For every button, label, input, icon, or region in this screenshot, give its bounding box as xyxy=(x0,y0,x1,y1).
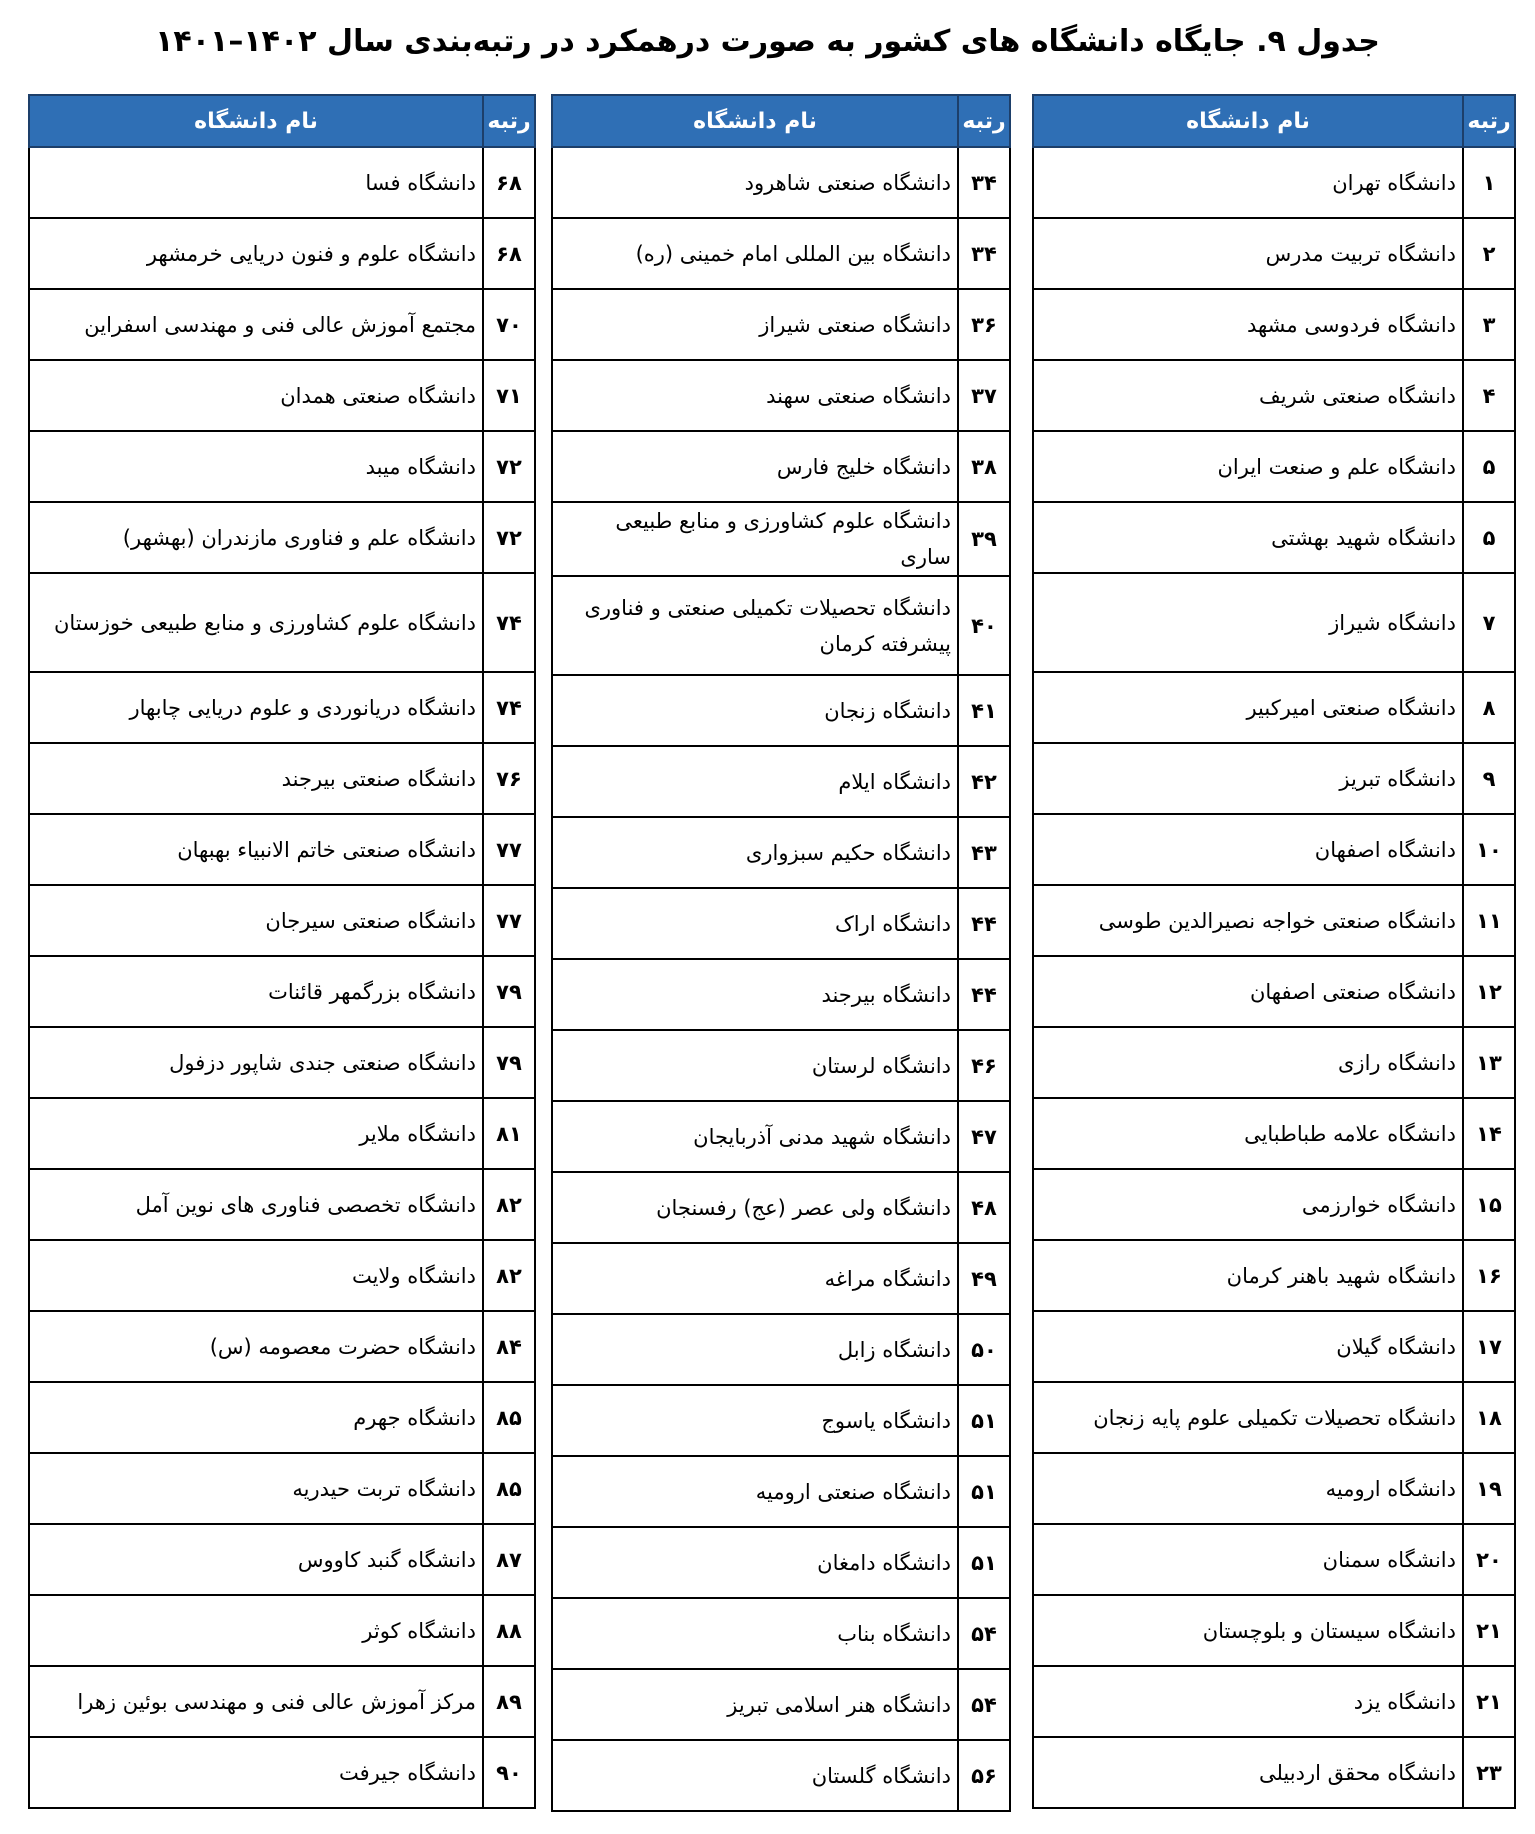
rank-cell: ۱۶ xyxy=(1463,1240,1515,1311)
rank-cell: ۸ xyxy=(1463,672,1515,743)
university-name-cell: دانشگاه صنعتی خواجه نصیرالدین طوسی xyxy=(1033,885,1463,956)
table-row xyxy=(552,1598,1010,1669)
table-row xyxy=(552,360,1010,431)
table-row xyxy=(29,1382,535,1453)
rank-cell: ۱۹ xyxy=(1463,1453,1515,1524)
rank-cell: ۱۴ xyxy=(1463,1098,1515,1169)
university-name-cell: دانشگاه علوم کشاورزی و منابع طبیعی ساری xyxy=(552,502,958,576)
rank-cell: ۵۱ xyxy=(958,1456,1010,1527)
rank-cell: ۴۲ xyxy=(958,746,1010,817)
university-name-cell: دانشگاه فردوسی مشهد xyxy=(1033,289,1463,360)
table-row xyxy=(29,743,535,814)
table-row xyxy=(29,1524,535,1595)
university-name-cell: دانشگاه تحصیلات تکمیلی علوم پایه زنجان xyxy=(1033,1382,1463,1453)
university-name-cell: دانشگاه گلستان xyxy=(552,1740,958,1811)
rank-cell: ۴۷ xyxy=(958,1101,1010,1172)
table-row xyxy=(552,1456,1010,1527)
university-name-cell: دانشگاه صنعتی شاهرود xyxy=(552,147,958,218)
rank-cell: ۲۳ xyxy=(1463,1737,1515,1808)
university-name-cell: دانشگاه تربیت مدرس xyxy=(1033,218,1463,289)
rank-cell: ۸۱ xyxy=(483,1098,535,1169)
rank-cell: ۸۸ xyxy=(483,1595,535,1666)
table-row xyxy=(552,1740,1010,1811)
university-name-cell: دانشگاه صنعتی شریف xyxy=(1033,360,1463,431)
name-header: نام دانشگاه xyxy=(29,95,483,147)
university-name-cell: دانشگاه صنعتی اصفهان xyxy=(1033,956,1463,1027)
table-row xyxy=(552,1243,1010,1314)
table-row xyxy=(1033,218,1515,289)
rank-cell: ۷۹ xyxy=(483,1027,535,1098)
table-row xyxy=(1033,1382,1515,1453)
university-name-cell: دانشگاه اراک xyxy=(552,888,958,959)
rank-cell: ۲۱ xyxy=(1463,1595,1515,1666)
university-name-cell: دانشگاه تهران xyxy=(1033,147,1463,218)
table-row xyxy=(552,1385,1010,1456)
rank-cell: ۳۴ xyxy=(958,218,1010,289)
university-name-cell: دانشگاه بین المللی امام خمینی (ره) xyxy=(552,218,958,289)
rank-cell: ۵۱ xyxy=(958,1385,1010,1456)
page-title: جدول ۹. جایگاه دانشگاه های کشور به صورت درهمکرد در رتبه‌بندی سال ۱۴۰۲–۱۴۰۱ xyxy=(155,24,1380,59)
table-row xyxy=(29,573,535,672)
university-name-cell: دانشگاه صنعتی شیراز xyxy=(552,289,958,360)
table-row xyxy=(29,218,535,289)
rank-cell: ۱ xyxy=(1463,147,1515,218)
rank-cell: ۳۴ xyxy=(958,147,1010,218)
university-name-cell: دانشگاه صنعتی سهند xyxy=(552,360,958,431)
rank-cell: ۷۷ xyxy=(483,814,535,885)
university-name-cell: دانشگاه سمنان xyxy=(1033,1524,1463,1595)
table-row xyxy=(1033,885,1515,956)
rank-cell: ۴۱ xyxy=(958,675,1010,746)
university-name-cell: دانشگاه شهید بهشتی xyxy=(1033,502,1463,573)
university-name-cell: دانشگاه زنجان xyxy=(552,675,958,746)
rank-cell: ۷۹ xyxy=(483,956,535,1027)
university-name-cell: دانشگاه اصفهان xyxy=(1033,814,1463,885)
table-row xyxy=(1033,573,1515,672)
university-name-cell: دانشگاه یاسوج xyxy=(552,1385,958,1456)
university-name-cell: دانشگاه گیلان xyxy=(1033,1311,1463,1382)
rank-cell: ۴۰ xyxy=(958,576,1010,675)
table-row xyxy=(552,1172,1010,1243)
university-name-cell: دانشگاه دریانوردی و علوم دریایی چابهار xyxy=(29,672,483,743)
rank-cell: ۱۷ xyxy=(1463,1311,1515,1382)
university-name-cell: دانشگاه جهرم xyxy=(29,1382,483,1453)
table-row xyxy=(29,147,535,218)
university-name-cell: دانشگاه صنعتی خاتم الانبیاء بهبهان xyxy=(29,814,483,885)
rank-cell: ۶۸ xyxy=(483,147,535,218)
rank-cell: ۵ xyxy=(1463,502,1515,573)
name-header: نام دانشگاه xyxy=(1033,95,1463,147)
university-name-cell: دانشگاه علم و صنعت ایران xyxy=(1033,431,1463,502)
table-row xyxy=(1033,743,1515,814)
table-row xyxy=(552,817,1010,888)
table-row xyxy=(1033,360,1515,431)
rank-cell: ۲۱ xyxy=(1463,1666,1515,1737)
university-name-cell: دانشگاه کوثر xyxy=(29,1595,483,1666)
rank-cell: ۷۲ xyxy=(483,431,535,502)
table-row xyxy=(552,147,1010,218)
rank-cell: ۸۲ xyxy=(483,1169,535,1240)
rank-cell: ۱۲ xyxy=(1463,956,1515,1027)
table-row xyxy=(1033,431,1515,502)
table-row xyxy=(1033,1027,1515,1098)
university-name-cell: دانشگاه بناب xyxy=(552,1598,958,1669)
rank-cell: ۴ xyxy=(1463,360,1515,431)
table-row xyxy=(1033,1169,1515,1240)
university-name-cell: دانشگاه گنبد کاووس xyxy=(29,1524,483,1595)
rank-cell: ۵۰ xyxy=(958,1314,1010,1385)
rank-cell: ۵۶ xyxy=(958,1740,1010,1811)
rank-cell: ۶۸ xyxy=(483,218,535,289)
ranking-table-3 xyxy=(28,94,536,1809)
table-row xyxy=(1033,1098,1515,1169)
rank-cell: ۴۹ xyxy=(958,1243,1010,1314)
university-name-cell: دانشگاه هنر اسلامی تبریز xyxy=(552,1669,958,1740)
university-name-cell: دانشگاه صنعتی سیرجان xyxy=(29,885,483,956)
table-row xyxy=(552,431,1010,502)
table-row xyxy=(552,218,1010,289)
table-row xyxy=(1033,672,1515,743)
university-name-cell: دانشگاه صنعتی جندی شاپور دزفول xyxy=(29,1027,483,1098)
rank-cell: ۵۴ xyxy=(958,1598,1010,1669)
table-row xyxy=(29,1027,535,1098)
rank-cell: ۹۰ xyxy=(483,1737,535,1808)
university-name-cell: دانشگاه علامه طباطبایی xyxy=(1033,1098,1463,1169)
table-row xyxy=(29,672,535,743)
ranking-table-1 xyxy=(1032,94,1516,1809)
university-name-cell: دانشگاه صنعتی امیرکبیر xyxy=(1033,672,1463,743)
ranking-table-2 xyxy=(551,94,1011,1812)
table-row xyxy=(552,959,1010,1030)
table-row xyxy=(29,1595,535,1666)
university-name-cell: دانشگاه ولایت xyxy=(29,1240,483,1311)
rank-cell: ۴۴ xyxy=(958,888,1010,959)
table-row xyxy=(29,1240,535,1311)
rank-header: رتبه xyxy=(1463,95,1515,147)
table-row xyxy=(552,1101,1010,1172)
rank-cell: ۸۵ xyxy=(483,1382,535,1453)
rank-cell: ۷ xyxy=(1463,573,1515,672)
table-row xyxy=(29,360,535,431)
university-name-cell: دانشگاه فسا xyxy=(29,147,483,218)
table-row xyxy=(29,1311,535,1382)
rank-cell: ۸۹ xyxy=(483,1666,535,1737)
table-row xyxy=(1033,289,1515,360)
table-row xyxy=(1033,1453,1515,1524)
table-row xyxy=(29,814,535,885)
rank-cell: ۴۶ xyxy=(958,1030,1010,1101)
university-name-cell: دانشگاه مراغه xyxy=(552,1243,958,1314)
rank-cell: ۴۴ xyxy=(958,959,1010,1030)
rank-cell: ۷۰ xyxy=(483,289,535,360)
university-name-cell: دانشگاه میبد xyxy=(29,431,483,502)
university-name-cell: دانشگاه حضرت معصومه (س) xyxy=(29,1311,483,1382)
university-name-cell: دانشگاه بیرجند xyxy=(552,959,958,1030)
rank-cell: ۸۲ xyxy=(483,1240,535,1311)
rank-cell: ۲۰ xyxy=(1463,1524,1515,1595)
university-name-cell: مجتمع آموزش عالی فنی و مهندسی اسفراین xyxy=(29,289,483,360)
university-name-cell: دانشگاه تبریز xyxy=(1033,743,1463,814)
university-name-cell: دانشگاه دامغان xyxy=(552,1527,958,1598)
rank-cell: ۷۷ xyxy=(483,885,535,956)
table-row xyxy=(29,1737,535,1808)
university-name-cell: دانشگاه زابل xyxy=(552,1314,958,1385)
university-name-cell: دانشگاه تخصصی فناوری های نوین آمل xyxy=(29,1169,483,1240)
rank-cell: ۳۹ xyxy=(958,502,1010,576)
table-row xyxy=(552,746,1010,817)
university-name-cell: دانشگاه صنعتی بیرجند xyxy=(29,743,483,814)
table-row xyxy=(552,502,1010,576)
rank-cell: ۲ xyxy=(1463,218,1515,289)
rank-cell: ۳۸ xyxy=(958,431,1010,502)
university-name-cell: دانشگاه لرستان xyxy=(552,1030,958,1101)
rank-cell: ۳۶ xyxy=(958,289,1010,360)
table-row xyxy=(29,1098,535,1169)
table-row xyxy=(29,502,535,573)
rank-cell: ۷۶ xyxy=(483,743,535,814)
university-name-cell: دانشگاه ملایر xyxy=(29,1098,483,1169)
table-row xyxy=(552,1669,1010,1740)
rank-cell: ۷۴ xyxy=(483,672,535,743)
table-row xyxy=(1033,147,1515,218)
table-row xyxy=(552,888,1010,959)
university-name-cell: دانشگاه خلیج فارس xyxy=(552,431,958,502)
table-row xyxy=(1033,814,1515,885)
rank-cell: ۱۱ xyxy=(1463,885,1515,956)
table-row xyxy=(552,1030,1010,1101)
table-row xyxy=(1033,1311,1515,1382)
table-row xyxy=(29,1453,535,1524)
rank-cell: ۴۸ xyxy=(958,1172,1010,1243)
table-row xyxy=(552,1527,1010,1598)
rank-cell: ۹ xyxy=(1463,743,1515,814)
university-name-cell: دانشگاه علوم و فنون دریایی خرمشهر xyxy=(29,218,483,289)
table-row xyxy=(1033,1524,1515,1595)
rank-cell: ۵۴ xyxy=(958,1669,1010,1740)
table-row xyxy=(552,576,1010,675)
university-name-cell: دانشگاه ایلام xyxy=(552,746,958,817)
rank-cell: ۱۵ xyxy=(1463,1169,1515,1240)
table-row xyxy=(29,289,535,360)
table-row xyxy=(1033,502,1515,573)
table-row xyxy=(1033,1595,1515,1666)
rank-cell: ۳ xyxy=(1463,289,1515,360)
university-name-cell: دانشگاه علوم کشاورزی و منابع طبیعی خوزستان xyxy=(29,573,483,672)
rank-cell: ۴۳ xyxy=(958,817,1010,888)
rank-cell: ۵۱ xyxy=(958,1527,1010,1598)
rank-cell: ۵ xyxy=(1463,431,1515,502)
rank-cell: ۸۵ xyxy=(483,1453,535,1524)
rank-cell: ۳۷ xyxy=(958,360,1010,431)
university-name-cell: دانشگاه صنعتی ارومیه xyxy=(552,1456,958,1527)
rank-cell: ۷۴ xyxy=(483,573,535,672)
table-row xyxy=(29,431,535,502)
university-name-cell: دانشگاه محقق اردبیلی xyxy=(1033,1737,1463,1808)
rank-cell: ۱۳ xyxy=(1463,1027,1515,1098)
table-row xyxy=(552,1314,1010,1385)
university-name-cell: دانشگاه ارومیه xyxy=(1033,1453,1463,1524)
rank-cell: ۸۷ xyxy=(483,1524,535,1595)
table-row xyxy=(29,956,535,1027)
university-name-cell: دانشگاه رازی xyxy=(1033,1027,1463,1098)
table-row xyxy=(29,1666,535,1737)
table-row xyxy=(29,1169,535,1240)
table-row xyxy=(1033,1666,1515,1737)
university-name-cell: دانشگاه یزد xyxy=(1033,1666,1463,1737)
table-row xyxy=(552,289,1010,360)
university-name-cell: دانشگاه بزرگمهر قائنات xyxy=(29,956,483,1027)
university-name-cell: دانشگاه سیستان و بلوچستان xyxy=(1033,1595,1463,1666)
university-name-cell: دانشگاه شیراز xyxy=(1033,573,1463,672)
university-name-cell: دانشگاه شهید باهنر کرمان xyxy=(1033,1240,1463,1311)
rank-header: رتبه xyxy=(958,95,1010,147)
university-name-cell: دانشگاه جیرفت xyxy=(29,1737,483,1808)
rank-cell: ۱۰ xyxy=(1463,814,1515,885)
university-name-cell: دانشگاه علم و فناوری مازندران (بهشهر) xyxy=(29,502,483,573)
rank-cell: ۷۲ xyxy=(483,502,535,573)
rank-cell: ۱۸ xyxy=(1463,1382,1515,1453)
rank-header: رتبه xyxy=(483,95,535,147)
table-row xyxy=(1033,956,1515,1027)
university-name-cell: دانشگاه ولی عصر (عج) رفسنجان xyxy=(552,1172,958,1243)
university-name-cell: دانشگاه خوارزمی xyxy=(1033,1169,1463,1240)
university-name-cell: دانشگاه صنعتی همدان xyxy=(29,360,483,431)
university-name-cell: دانشگاه شهید مدنی آذربایجان xyxy=(552,1101,958,1172)
university-name-cell: مرکز آموزش عالی فنی و مهندسی بوئین زهرا xyxy=(29,1666,483,1737)
university-name-cell: دانشگاه تربت حیدریه xyxy=(29,1453,483,1524)
table-row xyxy=(552,675,1010,746)
table-row xyxy=(29,885,535,956)
rank-cell: ۷۱ xyxy=(483,360,535,431)
table-row xyxy=(1033,1737,1515,1808)
university-name-cell: دانشگاه حکیم سبزواری xyxy=(552,817,958,888)
university-name-cell: دانشگاه تحصیلات تکمیلی صنعتی و فناوری پیشرفته کرمان xyxy=(552,576,958,675)
table-row xyxy=(1033,1240,1515,1311)
name-header: نام دانشگاه xyxy=(552,95,958,147)
rank-cell: ۸۴ xyxy=(483,1311,535,1382)
